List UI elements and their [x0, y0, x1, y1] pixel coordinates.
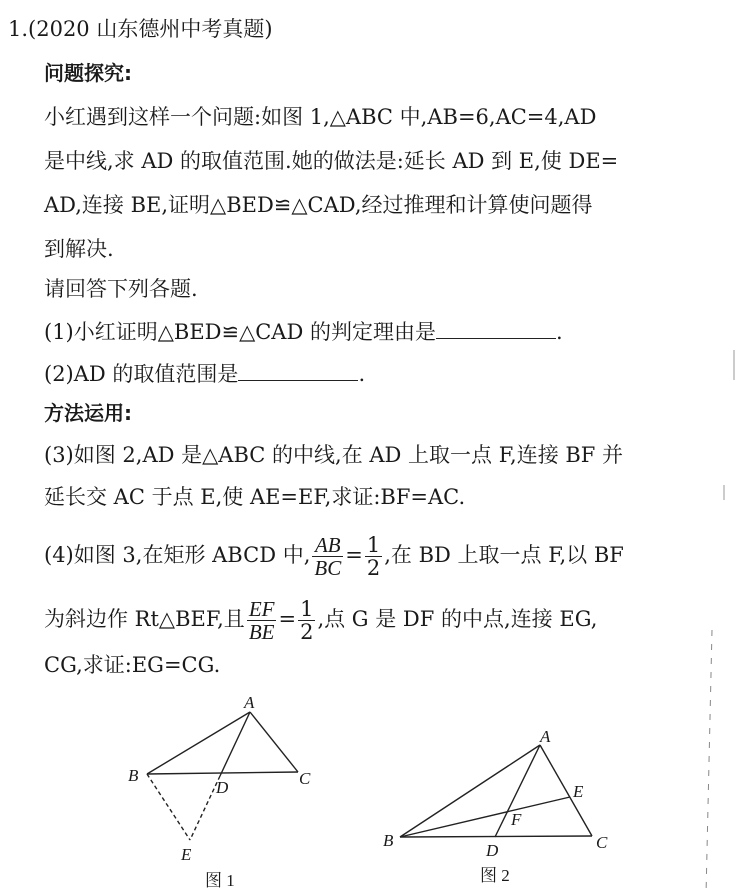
equals-sign-2: =	[278, 607, 297, 631]
fig2-label-c: C	[596, 833, 608, 852]
section-heading-method: 方法运用:	[44, 401, 132, 425]
fig1-label-d: D	[216, 778, 229, 797]
fraction-ef-numerator: EF	[248, 597, 275, 621]
question-4-line-2-prefix: 为斜边作 Rt△BEF,且	[44, 607, 245, 631]
intro-line-1: 小红遇到这样一个问题:如图 1,△ABC 中,AB=6,AC=4,AD	[44, 105, 597, 129]
margin-dash-line	[706, 630, 712, 895]
segment-ac	[250, 712, 298, 772]
fig1-label-b: B	[128, 766, 139, 785]
question-1-period: .	[556, 320, 563, 344]
question-4-mid: ,在 BD 上取一点 F,以 BF	[384, 543, 624, 567]
fig2-label-f: F	[511, 810, 522, 829]
question-2-period: .	[358, 362, 366, 386]
question-2-text: (2)AD 的取值范围是	[44, 362, 239, 386]
figure-1	[147, 712, 298, 840]
half-1-denominator: 2	[366, 556, 381, 580]
figure-2-caption: 图 2	[480, 866, 510, 885]
fig2-segment-ac	[540, 745, 592, 836]
fig2-label-d: D	[486, 841, 499, 860]
figure-1-caption: 图 1	[205, 871, 235, 890]
fraction-ab-numerator: AB	[312, 534, 343, 557]
fig1-label-c: C	[299, 769, 311, 788]
equals-sign-1: =	[345, 543, 363, 567]
figure-2	[400, 745, 592, 837]
question-3-line-1: (3)如图 2,AD 是△ABC 的中线,在 AD 上取一点 F,连接 BF 并	[44, 443, 624, 467]
question-4-line-3: CG,求证:EG=CG.	[44, 653, 221, 677]
intro-line-3: AD,连接 BE,证明△BED≌△CAD,经过推理和计算使问题得	[44, 193, 593, 217]
fig1-label-e: E	[181, 845, 192, 864]
segment-ab	[147, 712, 250, 774]
fig2-segment-be	[400, 797, 570, 837]
fig1-label-a: A	[244, 693, 255, 712]
fig2-label-b: B	[383, 831, 394, 850]
question-3-line-2: 延长交 AC 于点 E,使 AE=EF,求证:BF=AC.	[44, 485, 466, 509]
intro-line-2: 是中线,求 AD 的取值范围.她的做法是:延长 AD 到 E,使 DE=	[44, 149, 619, 173]
half-1-numerator: 1	[366, 533, 381, 557]
question-1-text: (1)小红证明△BED≌△CAD 的判定理由是	[44, 320, 436, 344]
fraction-bc-denominator: BC	[314, 556, 342, 580]
section-heading-explore: 问题探究:	[44, 61, 132, 85]
half-2-numerator: 1	[300, 597, 314, 621]
intro-line-4: 到解决.	[44, 237, 114, 261]
question-4-line-2-suffix: ,点 G 是 DF 的中点,连接 EG,	[317, 607, 598, 631]
fig2-label-a: A	[540, 727, 551, 746]
problem-number-source: 1.(2020 山东德州中考真题)	[8, 17, 273, 41]
fraction-be-denominator: BE	[248, 620, 275, 644]
fig2-label-e: E	[573, 782, 584, 801]
instruction: 请回答下列各题.	[44, 277, 198, 301]
segment-be-dashed	[147, 774, 190, 840]
question-4-prefix: (4)如图 3,在矩形 ABCD 中,	[44, 543, 311, 567]
half-2-denominator: 2	[300, 620, 314, 644]
